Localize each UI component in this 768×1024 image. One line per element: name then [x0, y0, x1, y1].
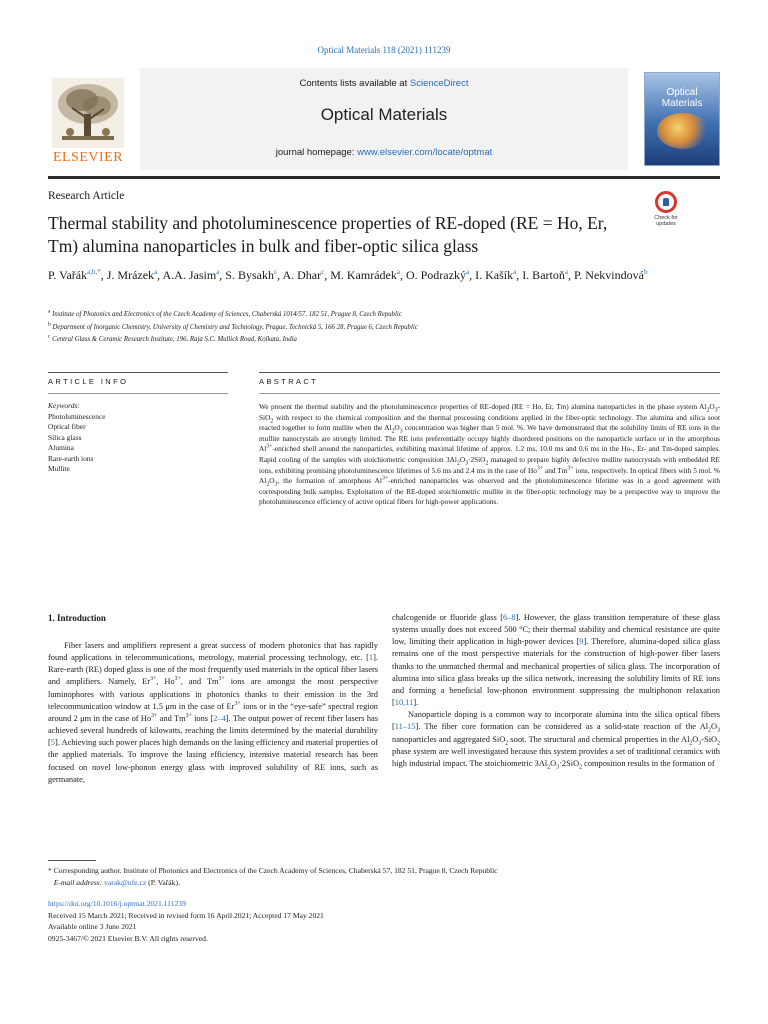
keywords-label: Keywords: — [48, 401, 80, 410]
contents-available-line: Contents lists available at ScienceDirect — [299, 78, 469, 89]
cover-title: Optical Materials — [661, 87, 703, 109]
article-info-heading: ARTICLE INFO — [48, 377, 129, 386]
author-affiliation-mark[interactable]: a — [154, 268, 158, 276]
affiliation-item: $^b$ Department of Inorganic Chemistry, University of Chemistry and Technology, Prague, Technická 5, 166 28, Prague 6, Czech Republic — [48, 321, 418, 331]
corresponding-author-footnote: * Corresponding author. Institute of Photonics and Electronics of the Czech Academy of Sciences, Chaberská 57, 182 51, Prague 8, Czech Republic E-mail address: varak@ufe.cz (P. Vařák). — [48, 866, 498, 887]
introduction-right-column — [392, 612, 720, 770]
introduction-paragraph: chalcogenide or fluoride glass [6–8]. However, the glass transition temperature of these glass systems usually does not exceed 500 °C; their thermal stability and chemical resistance are quite low, limiting their application in high-power devices [9]. Therefore, alumina-doped silica glass remains one of the most perspective materials for the construction of high-power fiber lasers thanks to the unmatched thermal and mechanical properties of silica glass. The incorporation of alumina into silica glass breaks up the silica network, increasing the solubility limits of RE ions and forming a beneficial low-phonon environment suppressing the multiphonon relaxation [10,11]. — [392, 613, 720, 708]
author-name[interactable]: M. Kamrádek — [330, 268, 397, 282]
keyword-item: Silica glass — [48, 432, 82, 442]
keywords-block — [48, 401, 228, 475]
online-date: Available online 3 June 2021 — [48, 922, 137, 931]
author-name[interactable]: A.A. Jasim — [162, 268, 217, 282]
author-affiliation-mark[interactable]: a — [396, 268, 400, 276]
author-affiliation-mark[interactable]: a — [465, 268, 470, 276]
doi-link[interactable]: https://doi.org/10.1016/j.optmat.2021.111239 — [48, 899, 186, 908]
author-name[interactable]: A. Dhar — [282, 268, 322, 282]
journal-info-box — [140, 68, 628, 170]
keyword-item: Optical fiber — [48, 422, 86, 431]
author-email-link[interactable]: varak@ufe.cz — [104, 878, 147, 887]
received-dates: Received 15 March 2021; Received in revised form 16 April 2021; Accepted 17 May 2021 — [48, 910, 324, 920]
reference-link[interactable]: 2–4 — [213, 713, 226, 723]
introduction-left-column — [48, 640, 378, 786]
crossmark-icon — [655, 191, 677, 213]
abstract-rule — [259, 372, 720, 373]
author-affiliation-mark[interactable]: c — [321, 268, 325, 276]
footnote-rule — [48, 860, 96, 861]
author-name[interactable]: P. Vařák — [48, 268, 88, 282]
keyword-item: Rare-earth ions — [48, 453, 94, 463]
reference-link[interactable]: 6–8 — [502, 613, 516, 622]
author-name[interactable]: S. Bysakh — [225, 268, 274, 282]
introduction-heading: 1. Introduction — [48, 613, 106, 623]
author-name[interactable]: I. Kašík — [475, 268, 514, 282]
keyword-item: Photoluminescence — [48, 411, 106, 421]
author-affiliation-mark[interactable]: a,b,* — [87, 268, 101, 276]
author-affiliation-mark[interactable]: c — [273, 268, 278, 276]
journal-homepage-link[interactable]: www.elsevier.com/locate/optmat — [357, 147, 493, 158]
journal-masthead — [48, 68, 720, 170]
article-type: Research Article — [48, 190, 125, 202]
sciencedirect-link[interactable]: ScienceDirect — [409, 78, 469, 89]
reference-link[interactable]: 11–15 — [394, 722, 416, 732]
journal-citation-link[interactable]: Optical Materials 118 (2021) 111239 — [317, 45, 451, 55]
cover-art — [657, 113, 709, 149]
journal-title: Optical Materials — [320, 105, 448, 124]
reference-link[interactable]: 10,11 — [394, 698, 414, 708]
article-info-subrule — [48, 393, 228, 394]
reference-link[interactable]: 1 — [368, 653, 374, 663]
publication-info — [48, 898, 720, 944]
affiliation-item: $^c$ Central Glass & Ceramic Research Institute, 196, Raja S.C. Mullick Road, Kolkata, India — [48, 333, 297, 343]
copyright-notice: 0925-3467/© 2021 Elsevier B.V. All rights reserved. — [48, 933, 208, 943]
journal-homepage-line: journal homepage: www.elsevier.com/locate/optmat — [275, 147, 493, 158]
elsevier-logo[interactable] — [48, 78, 128, 170]
keyword-item: Mullite — [48, 464, 70, 473]
introduction-paragraph: Fiber lasers and amplifiers represent a great success of modern photonics that has rapidly found applications in telecommunications, metrology, material processing technology, etc. [1]. Rare-earth (RE) doped glass is one of the most frequently used materials in the optical fiber lasers and amplifiers. Namely, $Er^{3+}$, $Ho^{3+}$, and $Tm^{3+}$ ions are amongst the most perspective luminophores with various applications in photonics thanks to their emission in the 3rd telecommunication window at 1.5 μm in the case of $Er^{3+}$ ions or in the “eye-safe” spectral region around 2 μm in the case of $Ho^{3+}$ and $Tm^{3+}$ ions [2–4]. The output power of recent fiber lasers has achieved several hundreds of kilowatts, reaching the limits determined by the material durability [5]. Achieving such power places high demands on the lasing efficiency and material properties of the applied materials. To improve the lasing efficiency, intensive material research has been focused on novel low-phonon energy glass with improved solubility of RE ions, such as germanate, — [48, 641, 378, 784]
reference-link[interactable]: 9 — [579, 637, 584, 647]
journal-cover-thumbnail[interactable] — [644, 72, 720, 166]
author-affiliation-mark[interactable]: a — [513, 268, 517, 276]
article-info-rule — [48, 372, 228, 373]
author-name[interactable]: I. Bartoň — [522, 268, 565, 282]
abstract-heading: ABSTRACT — [259, 377, 319, 386]
crossmark-label: Check for updates — [654, 215, 678, 227]
introduction-paragraph: Nanoparticle doping is a common way to incorporate alumina into the silica optical fibers [11–15]. The fiber core formation can be considered as a solid-state reaction of the $Al_2O_3$ nanoparticles and aggregated SiO$_2$ soot. The structural and chemical properties in the $Al_2O_3-SiO_2$ phase system are well investigated because this system provides a set of traditional ceramics with high industrial impact. The stoichiometric $3Al_2O_3\cdot 2SiO_2$ composition results in the formation of — [392, 710, 720, 771]
author-name[interactable]: O. Podrazký — [405, 268, 466, 282]
affiliation-list — [48, 309, 720, 347]
elsevier-tree-icon — [52, 78, 124, 148]
elsevier-wordmark: ELSEVIER — [52, 150, 124, 165]
abstract-subrule — [259, 393, 720, 394]
author-affiliation-mark[interactable]: b — [643, 268, 648, 276]
keyword-item: Alumina — [48, 443, 74, 452]
abstract-text: We present the thermal stability and the photoluminescence properties of RE-doped (RE = Ho, Er, Tm) alumina nanoparticles in the phase system $Al_2O_3-SiO_2$ with respect to the chemical composition and the thermal processing conditions applied in the fiber-optic technology. The alumina and silica soot reacted together to form mullite when the $Al_2O_3$ concentration was higher than 5 mol. %. We have demonstrated that the solubility limits of RE ions in the mullite nanocrystals are strongly limited. The RE ions preferentially occupy highly disordered positions on the nanoparticle surface or in the amorphous $Al^{3+}$-enriched shell around the nanoparticles, exhibiting maximal lifetime of approx. 1.2 ms, 10.0 ms and 0.6 ms in the Ho-, Er- and Tm-doped samples. Rapid cooling of the samples with stoichiometric composition $3Al_2O_3\cdot 2SiO_2$ managed to prepare highly defective mullite nanocrystals with embedded RE ions, exhibiting promising photoluminescence lifetimes of 5.6 ms and 2.4 ms in the case of $Ho^{3+}$ and $Tm^{3+}$ ions, respectively. In optical fibers with 5 mol. % $Al_2O_3$, the formation of amorphous $Al^{3+}$-enriched nanoparticles was observed and the photoluminescence lifetime was in a good agreement with corresponding bulk samples. Exploitation of the RE-doped stoichiometric mullite in the fiber-optic technology may be a perspective way to improve the photoluminescence efficiency of active optical fibers for high-power applications. — [259, 402, 720, 507]
author-affiliation-mark[interactable]: a — [564, 268, 568, 276]
crossmark-button[interactable] — [648, 191, 684, 231]
author-name[interactable]: P. Nekvindová — [573, 268, 644, 282]
author-affiliation-mark[interactable]: a — [216, 268, 220, 276]
reference-link[interactable]: 5 — [50, 738, 55, 748]
article-title: Thermal stability and photoluminescence properties of RE-doped (RE = Ho, Er, Tm) alumina nanoparticles in bulk and fiber-optic silica glass — [48, 213, 608, 256]
author-name[interactable]: J. Mrázek — [106, 268, 155, 282]
masthead-divider — [48, 176, 720, 179]
author-list: P. Vařák$^{a,b,*}$, J. Mrázek$^a$, A.A. Jasim$^a$, S. Bysakh$^c$, A. Dhar$^c$, M. Kamrádek$^a$, O. Podrazký$^a$, I. Kašík$^a$, I. Bartoň$^a$, P. Nekvindová$^b$ — [48, 268, 648, 282]
affiliation-item: $^a$ Institute of Photonics and Electronics of the Czech Academy of Sciences, Chaberská 1014/57, 182 51, Prague 8, Czech Republic — [48, 308, 402, 318]
